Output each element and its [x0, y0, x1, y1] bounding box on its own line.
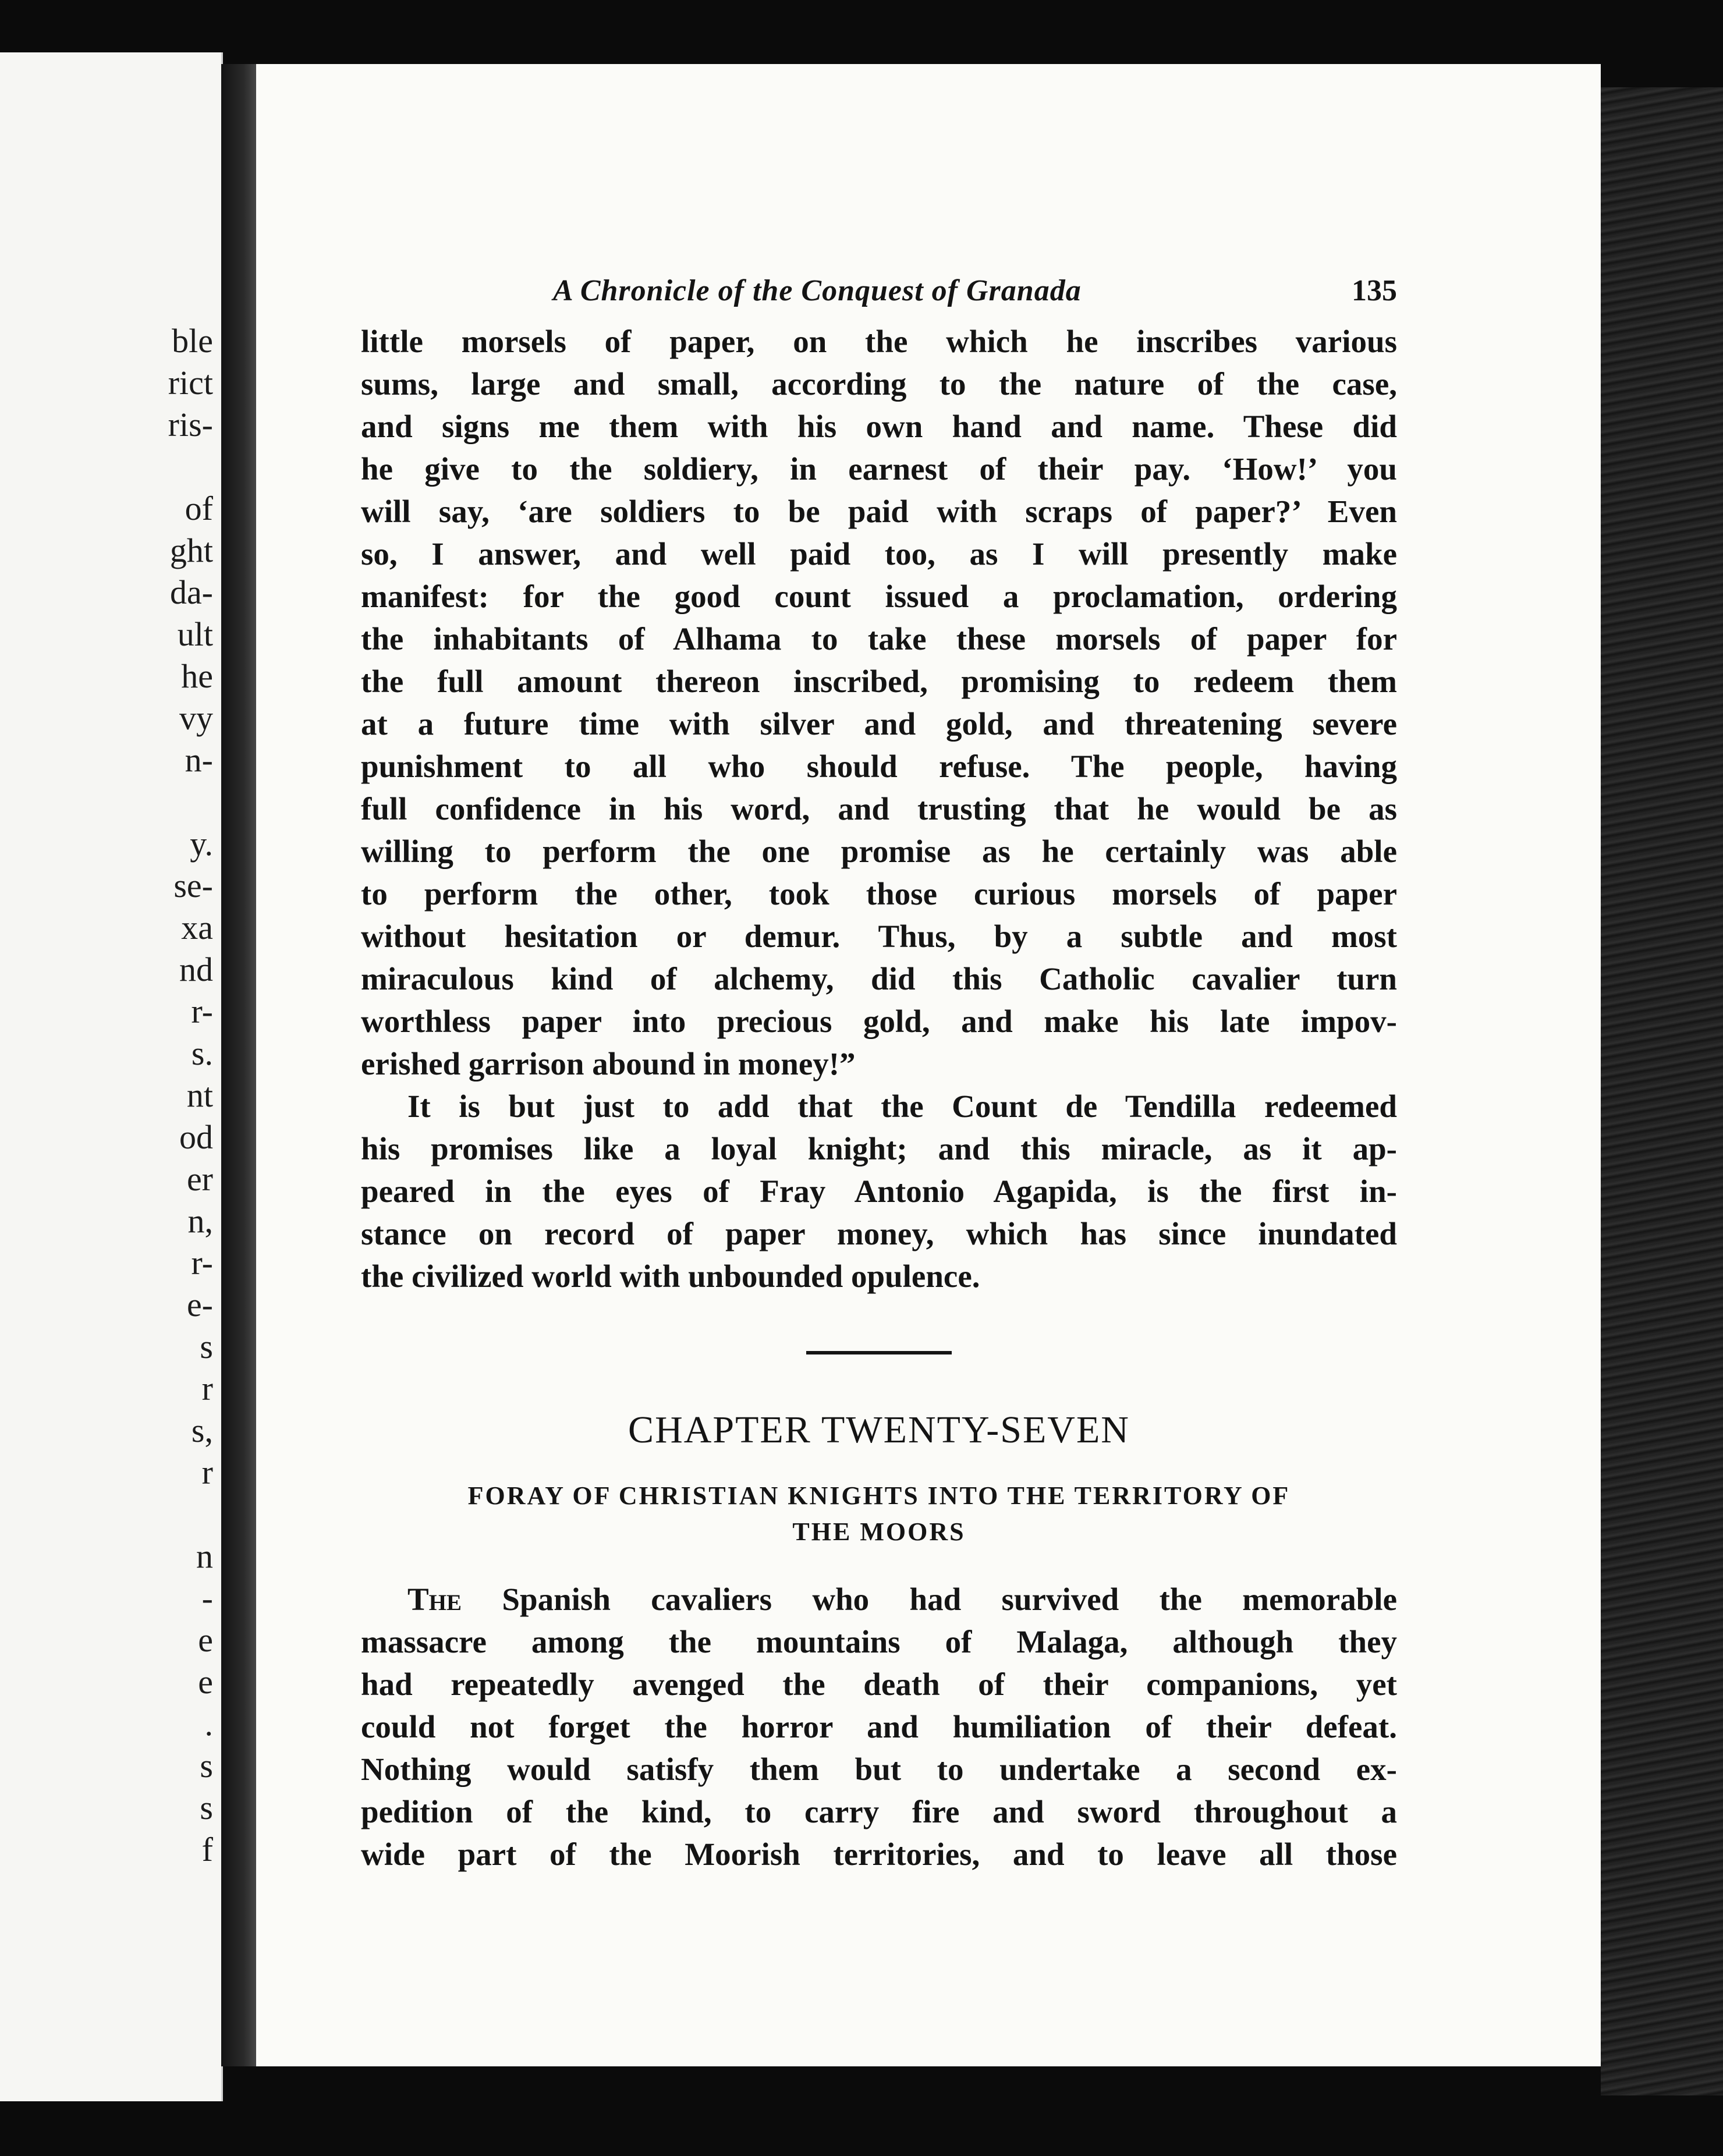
- page-edge-shadow: [1601, 87, 1723, 2095]
- left-page-fragment: s: [200, 1789, 213, 1827]
- text-line: without hesitation or demur. Thus, by a subtle and most: [361, 919, 1397, 954]
- text-line: the full amount thereon inscribed, promising to redeem them: [361, 664, 1397, 699]
- text-line: at a future time with silver and gold, and threatening severe: [361, 706, 1397, 742]
- second-paragraph: [361, 1085, 1397, 1297]
- text-line: miraculous kind of alchemy, did this Catholic cavalier turn: [361, 961, 1397, 997]
- left-page-fragment: [168, 446, 213, 488]
- left-page-fragment: s: [200, 1328, 213, 1366]
- first-line-text: Spanish cavaliers who had survived the memorable: [462, 1581, 1397, 1617]
- text-line: punishment to all who should refuse. The people, having: [361, 749, 1397, 784]
- text-line: manifest: for the good count issued a proclamation, ordering: [361, 579, 1397, 614]
- left-page-fragment: ult: [177, 615, 213, 653]
- text-line: the civilized world with unbounded opulence.: [361, 1258, 980, 1294]
- left-page-fragment: of: [185, 490, 213, 527]
- left-page-fragment: he: [181, 657, 213, 695]
- left-page-fragment: [168, 1494, 213, 1536]
- left-page-fragment: er: [186, 1160, 213, 1198]
- left-page-fragment: ght: [169, 531, 213, 569]
- left-facing-page: [0, 52, 223, 2101]
- text-line: could not forget the horror and humiliation of their defeat.: [361, 1709, 1397, 1744]
- text-line: It is but just to add that the Count de Tendilla redeemed: [407, 1088, 1397, 1124]
- text-line: willing to perform the one promise as he certainly was able: [361, 834, 1397, 869]
- chapter-title: CHAPTER TWENTY-SEVEN: [628, 1409, 1130, 1451]
- section-divider-rule: [806, 1351, 952, 1354]
- text-line: erished garrison abound in money!”: [361, 1046, 856, 1081]
- text-line: pedition of the kind, to carry fire and sword throughout a: [361, 1794, 1397, 1829]
- left-page-fragment: e: [198, 1663, 213, 1701]
- text-line: worthless paper into precious gold, and make his late impov-: [361, 1003, 1397, 1039]
- left-page-fragment: n: [196, 1537, 213, 1575]
- text-line: sums, large and small, according to the nature of the case,: [361, 366, 1397, 402]
- left-page-fragment: s.: [191, 1034, 213, 1072]
- left-page-fragment: od: [179, 1118, 213, 1156]
- left-page-fragment: nt: [186, 1076, 213, 1114]
- page-number: 135: [1352, 274, 1397, 307]
- running-title: A Chronicle of the Conquest of Granada: [553, 274, 1082, 307]
- text-line: [361, 1578, 1397, 1620]
- text-line: his promises like a loyal knight; and this miracle, as it ap-: [361, 1131, 1397, 1166]
- left-page-fragment: .: [204, 1705, 213, 1743]
- left-page-fragment: r: [201, 1453, 213, 1491]
- left-page-fragment: y.: [190, 825, 213, 863]
- left-page-fragment: r: [201, 1370, 213, 1407]
- text-line: Nothing would satisfy them but to undertake a second ex-: [361, 1751, 1397, 1787]
- chapter-subtitle-line: THE MOORS: [792, 1517, 966, 1546]
- text-line: full confidence in his word, and trusting that he would be as: [361, 791, 1397, 827]
- left-page-fragment: vy: [179, 699, 213, 737]
- left-page-fragment: -: [201, 1579, 213, 1617]
- text-line: peared in the eyes of Fray Antonio Agapida, is the first in-: [361, 1173, 1397, 1209]
- left-page-fragment: s,: [191, 1412, 213, 1449]
- continuation-paragraph: [361, 320, 1397, 1085]
- left-page-fragment: s: [200, 1747, 213, 1785]
- left-page-fragment: ble: [172, 322, 213, 360]
- left-page-fragment: n-: [185, 741, 213, 779]
- text-line: massacre among the mountains of Malaga, although they: [361, 1624, 1397, 1659]
- opening-word: The: [407, 1581, 462, 1617]
- text-line: little morsels of paper, on the which he inscribes various: [361, 324, 1397, 359]
- left-page-fragment: r-: [191, 1244, 213, 1282]
- text-line: stance on record of paper money, which has since inundated: [361, 1216, 1397, 1251]
- left-page-fragment: n,: [187, 1202, 213, 1240]
- left-page-fragment: e: [198, 1621, 213, 1659]
- text-line: the inhabitants of Alhama to take these morsels of paper for: [361, 621, 1397, 657]
- left-page-fragment: f: [201, 1831, 213, 1868]
- left-page-fragment: e-: [186, 1286, 213, 1324]
- chapter-subtitle-line: FORAY OF CHRISTIAN KNIGHTS INTO THE TERRITORY OF: [467, 1481, 1291, 1510]
- chapter-subtitle: [361, 1478, 1397, 1550]
- chapter-opening-paragraph: [361, 1578, 1397, 1875]
- text-line: so, I answer, and well paid too, as I will presently make: [361, 536, 1397, 572]
- left-page-fragment: rict: [168, 364, 213, 402]
- text-line: to perform the other, took those curious morsels of paper: [361, 876, 1397, 912]
- text-line: wide part of the Moorish territories, and to leave all those: [361, 1836, 1397, 1872]
- left-page-text-fragments: [168, 320, 213, 1871]
- text-line: will say, ‘are soldiers to be paid with scraps of paper?’ Even: [361, 494, 1397, 529]
- page-content: [361, 274, 1397, 1875]
- left-page-fragment: se-: [173, 867, 213, 905]
- left-page-fragment: da-: [169, 573, 213, 611]
- left-page-fragment: nd: [179, 951, 213, 988]
- left-page-fragment: r-: [191, 992, 213, 1030]
- text-line: and signs me them with his own hand and name. These did: [361, 409, 1397, 444]
- running-header: [361, 274, 1397, 320]
- text-line: had repeatedly avenged the death of their companions, yet: [361, 1666, 1397, 1702]
- left-page-fragment: [168, 781, 213, 823]
- left-page-fragment: xa: [181, 909, 213, 946]
- text-line: he give to the soldiery, in earnest of their pay. ‘How!’ you: [361, 451, 1397, 487]
- left-page-fragment: ris-: [168, 406, 213, 444]
